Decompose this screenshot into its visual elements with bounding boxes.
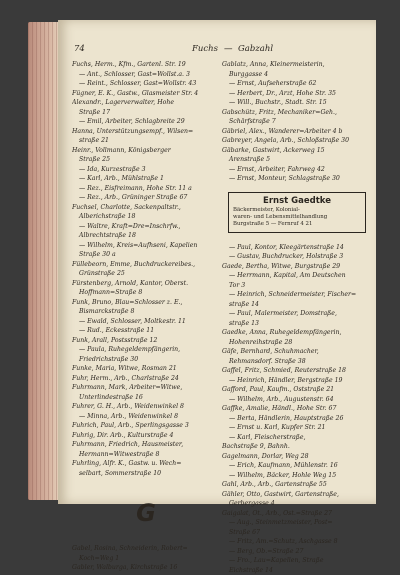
directory-entry: Gäfe, Bernhard, Schuhmacher, [222, 347, 370, 357]
directory-entry: Gabschütz, Fritz, Mechaniker=Geh., [222, 108, 370, 118]
directory-entry: Fuhrer, G. H., Arb., Weidenwinkel 8 [72, 402, 220, 412]
directory-entry: — Herrmann, Kapital, Am Deutschen [222, 271, 370, 281]
ad-name: Ernst Gaedtke [233, 196, 361, 207]
book-page-edges [28, 22, 60, 500]
directory-entry: Straße 25 [72, 155, 220, 165]
directory-entry: Gahl, Arb., Arb., Gartenstraße 55 [222, 480, 370, 490]
directory-entry: Gagelmann, Dorlar, Weg 28 [222, 452, 370, 462]
directory-entry: Fuhr, Herm., Arb., Charlstraße 24 [72, 374, 220, 384]
directory-entry: Fuhrich, Paul, Arb., Sperlingsgasse 3 [72, 421, 220, 431]
directory-entry: Gaffke, Amalie, Händl., Hohe Str. 67 [222, 404, 370, 414]
directory-entry: Fuchsel, Charlotte, Sackenpaltstr., [72, 203, 220, 213]
directory-entry: Funk, Bruno, Blau=Schlosser z. E., [72, 298, 220, 308]
directory-entry: selbart, Sommerstraße 10 [72, 469, 220, 479]
directory-entry: Hanna, Unterstützungsempf., Wilsen= [72, 127, 220, 137]
directory-entry: — Waltre, Kraft=Dre=Inschrfw., [72, 222, 220, 232]
section-letter: G [72, 500, 220, 526]
directory-entry: straße 14 [222, 300, 370, 310]
directory-entry: Gerbergasse 4 [222, 499, 370, 509]
header-separator: — [224, 44, 233, 54]
directory-entry: — Ewald, Schlosser, Moltkestr. 11 [72, 317, 220, 327]
directory-entry: — Heinrich, Händler, Bergstraße 19 [222, 376, 370, 386]
directory-entry: Fuhrmann, Friedrich, Hausmeister, [72, 440, 220, 450]
ad-line: Bäckermeister, Kolonial- [233, 207, 361, 214]
directory-entry: — Wilhelm, Arb., Augustenstr. 64 [222, 395, 370, 405]
directory-entry: — Berta, Händlerin, Hauptstraße 26 [222, 414, 370, 424]
directory-entry: Gäbriel, Alex., Wanderer=Arbeiter 4 b [222, 127, 370, 137]
directory-entry: — Berg, Ob.=Straße 27 [222, 547, 370, 557]
directory-entry: Gaede, Bertha, Witwe, Burgstraße 29 [222, 262, 370, 272]
directory-entry: — Ernst, Arbeiter, Fahrweg 42 [222, 165, 370, 175]
directory-entry: straße 13 [222, 319, 370, 329]
directory-entry: Straße 17 [72, 108, 220, 118]
directory-entry: — Ant., Schlosser, Gast=Wollst.a. 3 [72, 70, 220, 80]
directory-entry: — Will., Buchstr., Stadt. Str. 15 [222, 98, 370, 108]
right-entries-bottom [222, 243, 370, 575]
directory-entry: Albrechtstraße 18 [72, 231, 220, 241]
directory-entry: Gaedke, Anna, Ruhegeldempfängerin, [222, 328, 370, 338]
directory-entry: Füllebeorn, Emme, Buchdruckereibes., [72, 260, 220, 270]
directory-entry: Grünstraße 25 [72, 269, 220, 279]
directory-entry: Rehmansdorf. Straße 38 [222, 357, 370, 367]
directory-entry: — Karl, Arb., Mühlstraße 1 [72, 174, 220, 184]
directory-entry: Fuhrmann, Mark, Arbeiter=Witwe, [72, 383, 220, 393]
directory-entry: Heinr., Vollmann, Königsberger [72, 146, 220, 156]
left-column [72, 60, 220, 573]
directory-entry: — Reint., Schlosser, Gast=Wollstr. 43 [72, 79, 220, 89]
directory-entry: — Herbert, Dr., Arzt, Hohe Str. 35 [222, 89, 370, 99]
directory-entry: — Gustav, Buchdrucker, Holstraße 3 [222, 252, 370, 262]
directory-entry: Tor 3 [222, 281, 370, 291]
directory-entry: — Minna, Arb., Weidenwinkel 8 [72, 412, 220, 422]
directory-entry: Alberichstraße 18 [72, 212, 220, 222]
directory-entry: — Rez., Eisfreimann, Hohe Str. 11 a [72, 184, 220, 194]
directory-entry: Funk, Arall, Postsstraße 12 [72, 336, 220, 346]
directory-entry: Gabreyer, Angela, Arb., Schloßstraße 30 [222, 136, 370, 146]
left-entries [72, 60, 220, 478]
directory-entry: Straße 67 [222, 528, 370, 538]
directory-entry: — Paul, Kontor, Kleegärtenstraße 14 [222, 243, 370, 253]
directory-entry: Fürstenberg, Arnold, Kantor, Oberst. [72, 279, 220, 289]
directory-entry: Hermann=Witwestraße 8 [72, 450, 220, 460]
directory-entry: Koch=Weg 1 [72, 554, 220, 564]
left-entries-after [72, 544, 220, 573]
directory-entry: Gabler, Walburga, Kirchstraße 16 [72, 563, 220, 573]
directory-entry: — Ida, Kurzestraße 3 [72, 165, 220, 175]
right-column [222, 60, 370, 575]
directory-entry: — Erich, Kaufmann, Mühlenstr. 16 [222, 461, 370, 471]
directory-entry: Unterlindestraße 16 [72, 393, 220, 403]
header-title-right: Gabzahl [238, 44, 273, 54]
directory-entry: — Heinrich, Schneidermeister, Fischer= [222, 290, 370, 300]
directory-entry: Funke, Maria, Witwe, Rosman 21 [72, 364, 220, 374]
directory-entry: — Fritz, Am.=Schutz, Aschgasse 8 [222, 537, 370, 547]
directory-entry: Arenstraße 5 [222, 155, 370, 165]
directory-entry: — Ernst, Monteur, Schlagstraße 30 [222, 174, 370, 184]
directory-entry: Gäbarke, Gastwirt, Ackerweg 15 [222, 146, 370, 156]
directory-entry: Bismarckstraße 8 [72, 307, 220, 317]
directory-entry: Fuhrig, Dir. Arb., Kulturstraße 4 [72, 431, 220, 441]
directory-entry: Gabel, Rosina, Schneiderin, Robert= [72, 544, 220, 554]
directory-entry: Hohenreihstraße 28 [222, 338, 370, 348]
advertisement-box [228, 192, 366, 233]
page-number: 74 [74, 44, 85, 54]
directory-entry: — Karl, Fleischerstraße, [222, 433, 370, 443]
ad-line: waren- und Lebensmittelhandlung [233, 214, 361, 221]
directory-entry: Hoffmann=Straße 8 [72, 288, 220, 298]
directory-entry: — Ernst, Aufseherstraße 62 [222, 79, 370, 89]
directory-entry: — Paul, Malermeister, Domstraße, [222, 309, 370, 319]
directory-entry: Gaffel, Fritz, Schmied, Reuterstraße 18 [222, 366, 370, 376]
directory-entry: — Wilhelm, Bäcker, Hohle Weg 15 [222, 471, 370, 481]
directory-entry: — Fro., Lau=Kapellen, Straße [222, 556, 370, 566]
directory-entry: — Wilhelm, Kreis=Aufhseni, Kapelien [72, 241, 220, 251]
directory-entry: — Rez., Arb., Grüninger Straße 67 [72, 193, 220, 203]
directory-entry: Schärfstraße 7 [222, 117, 370, 127]
directory-entry: Gähler, Otto, Gastwirt, Gartenstraße, [222, 490, 370, 500]
right-entries-top [222, 60, 370, 184]
directory-entry: — Paula, Ruhegeldempfängerin, [72, 345, 220, 355]
ad-line: Burgstraße 5 — Fernruf 4 21 [233, 221, 361, 228]
directory-entry: Fügner, E. K., Gastw., Glasmeister Str. 4 [72, 89, 220, 99]
directory-entry: Bachstraße 9, Bahnh. [222, 442, 370, 452]
directory-entry: Eichstraße 14 [222, 566, 370, 575]
page-header [74, 44, 366, 56]
directory-entry: — Aug., Steinmetzmeister, Post= [222, 518, 370, 528]
directory-entry: Gablatz, Anna, Kleinermeisterin, [222, 60, 370, 70]
directory-entry: straße 21 [72, 136, 220, 146]
directory-entry: — Emil, Arbeiter, Schlagbreite 29 [72, 117, 220, 127]
directory-entry: — Ernst u. Karl, Kupfer Str. 21 [222, 423, 370, 433]
directory-entry: Gaigalat, Ot., Arb., Ost.=Straße 27 [222, 509, 370, 519]
directory-entry: — Rud., Eckesstraße 11 [72, 326, 220, 336]
directory-entry: Friedrichstraße 30 [72, 355, 220, 365]
directory-entry: Fuhrling, Alfr. K., Gastw. u. Wech= [72, 459, 220, 469]
directory-page [58, 20, 376, 504]
directory-entry: Fuchs, Herm., Kfm., Gartenl. Str. 19 [72, 60, 220, 70]
header-title-left: Fuchs [192, 44, 218, 54]
directory-entry: Straße 30 a [72, 250, 220, 260]
directory-entry: Burggasse 4 [222, 70, 370, 80]
directory-entry: Gafford, Paul, Kaufm., Oststraße 21 [222, 385, 370, 395]
directory-entry: Alexandr., Lagerverwalter, Hohe [72, 98, 220, 108]
